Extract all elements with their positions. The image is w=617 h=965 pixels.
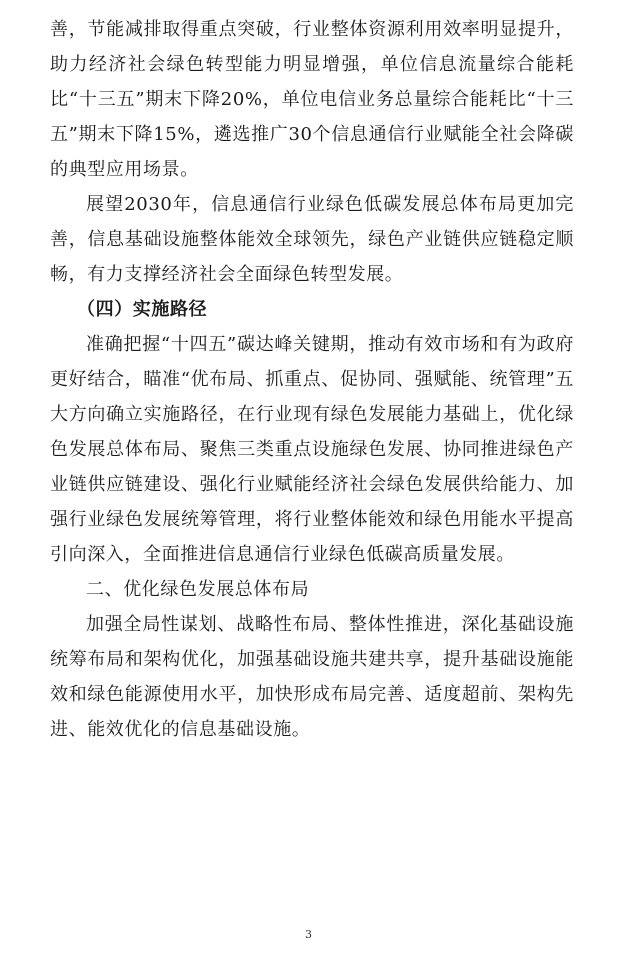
- paragraph-implementation-path: 准确把握“十四五”碳达峰关键期，推动有效市场和有为政府更好结合，瞄准“优布局、抓重点、促协同、强赋能、统管理”五大方向确立实施路径，在行业现有绿色发展能力基础上，优化绿色发展总体布局、聚焦三类重点设施绿色发展、协同推进绿色产业链供应链建设、强化行业赋能经济社会绿色发展供给能力、加强行业绿色发展统筹管理，将行业整体能效和绿色用能水平提高引向深入，全面推进信息通信行业绿色低碳高质量发展。: [50, 334, 574, 565]
- paragraph-optimize-layout: 加强全局性谋划、战略性布局、整体性推进，深化基础设施统筹布局和架构优化，加强基础设施共建共享，提升基础设施能效和绿色能源使用水平，加快形成布局完善、适度超前、架构先进、能效优化的信息基础设施。: [50, 614, 574, 740]
- paragraph-outlook-2030: 展望2030年，信息通信行业绿色低碳发展总体布局更加完善，信息基础设施整体能效全球领先，绿色产业链供应链稳定顺畅，有力支撑经济社会全面绿色转型发展。: [50, 194, 574, 285]
- page-number: 3: [305, 928, 312, 941]
- section-heading-optimize-layout: 二、优化绿色发展总体布局: [86, 579, 310, 600]
- subsection-heading-implementation-path: （四）实施路径: [77, 299, 208, 320]
- paragraph-targets-continued: 善，节能减排取得重点突破，行业整体资源利用效率明显提升，助力经济社会绿色转型能力明显增强，单位信息流量综合能耗比“十三五”期末下降20%，单位电信业务总量综合能耗比“十三五”期末下降15%，遴选推广30个信息通信行业赋能全社会降碳的典型应用场景。: [50, 19, 574, 180]
- document-body: [50, 12, 574, 747]
